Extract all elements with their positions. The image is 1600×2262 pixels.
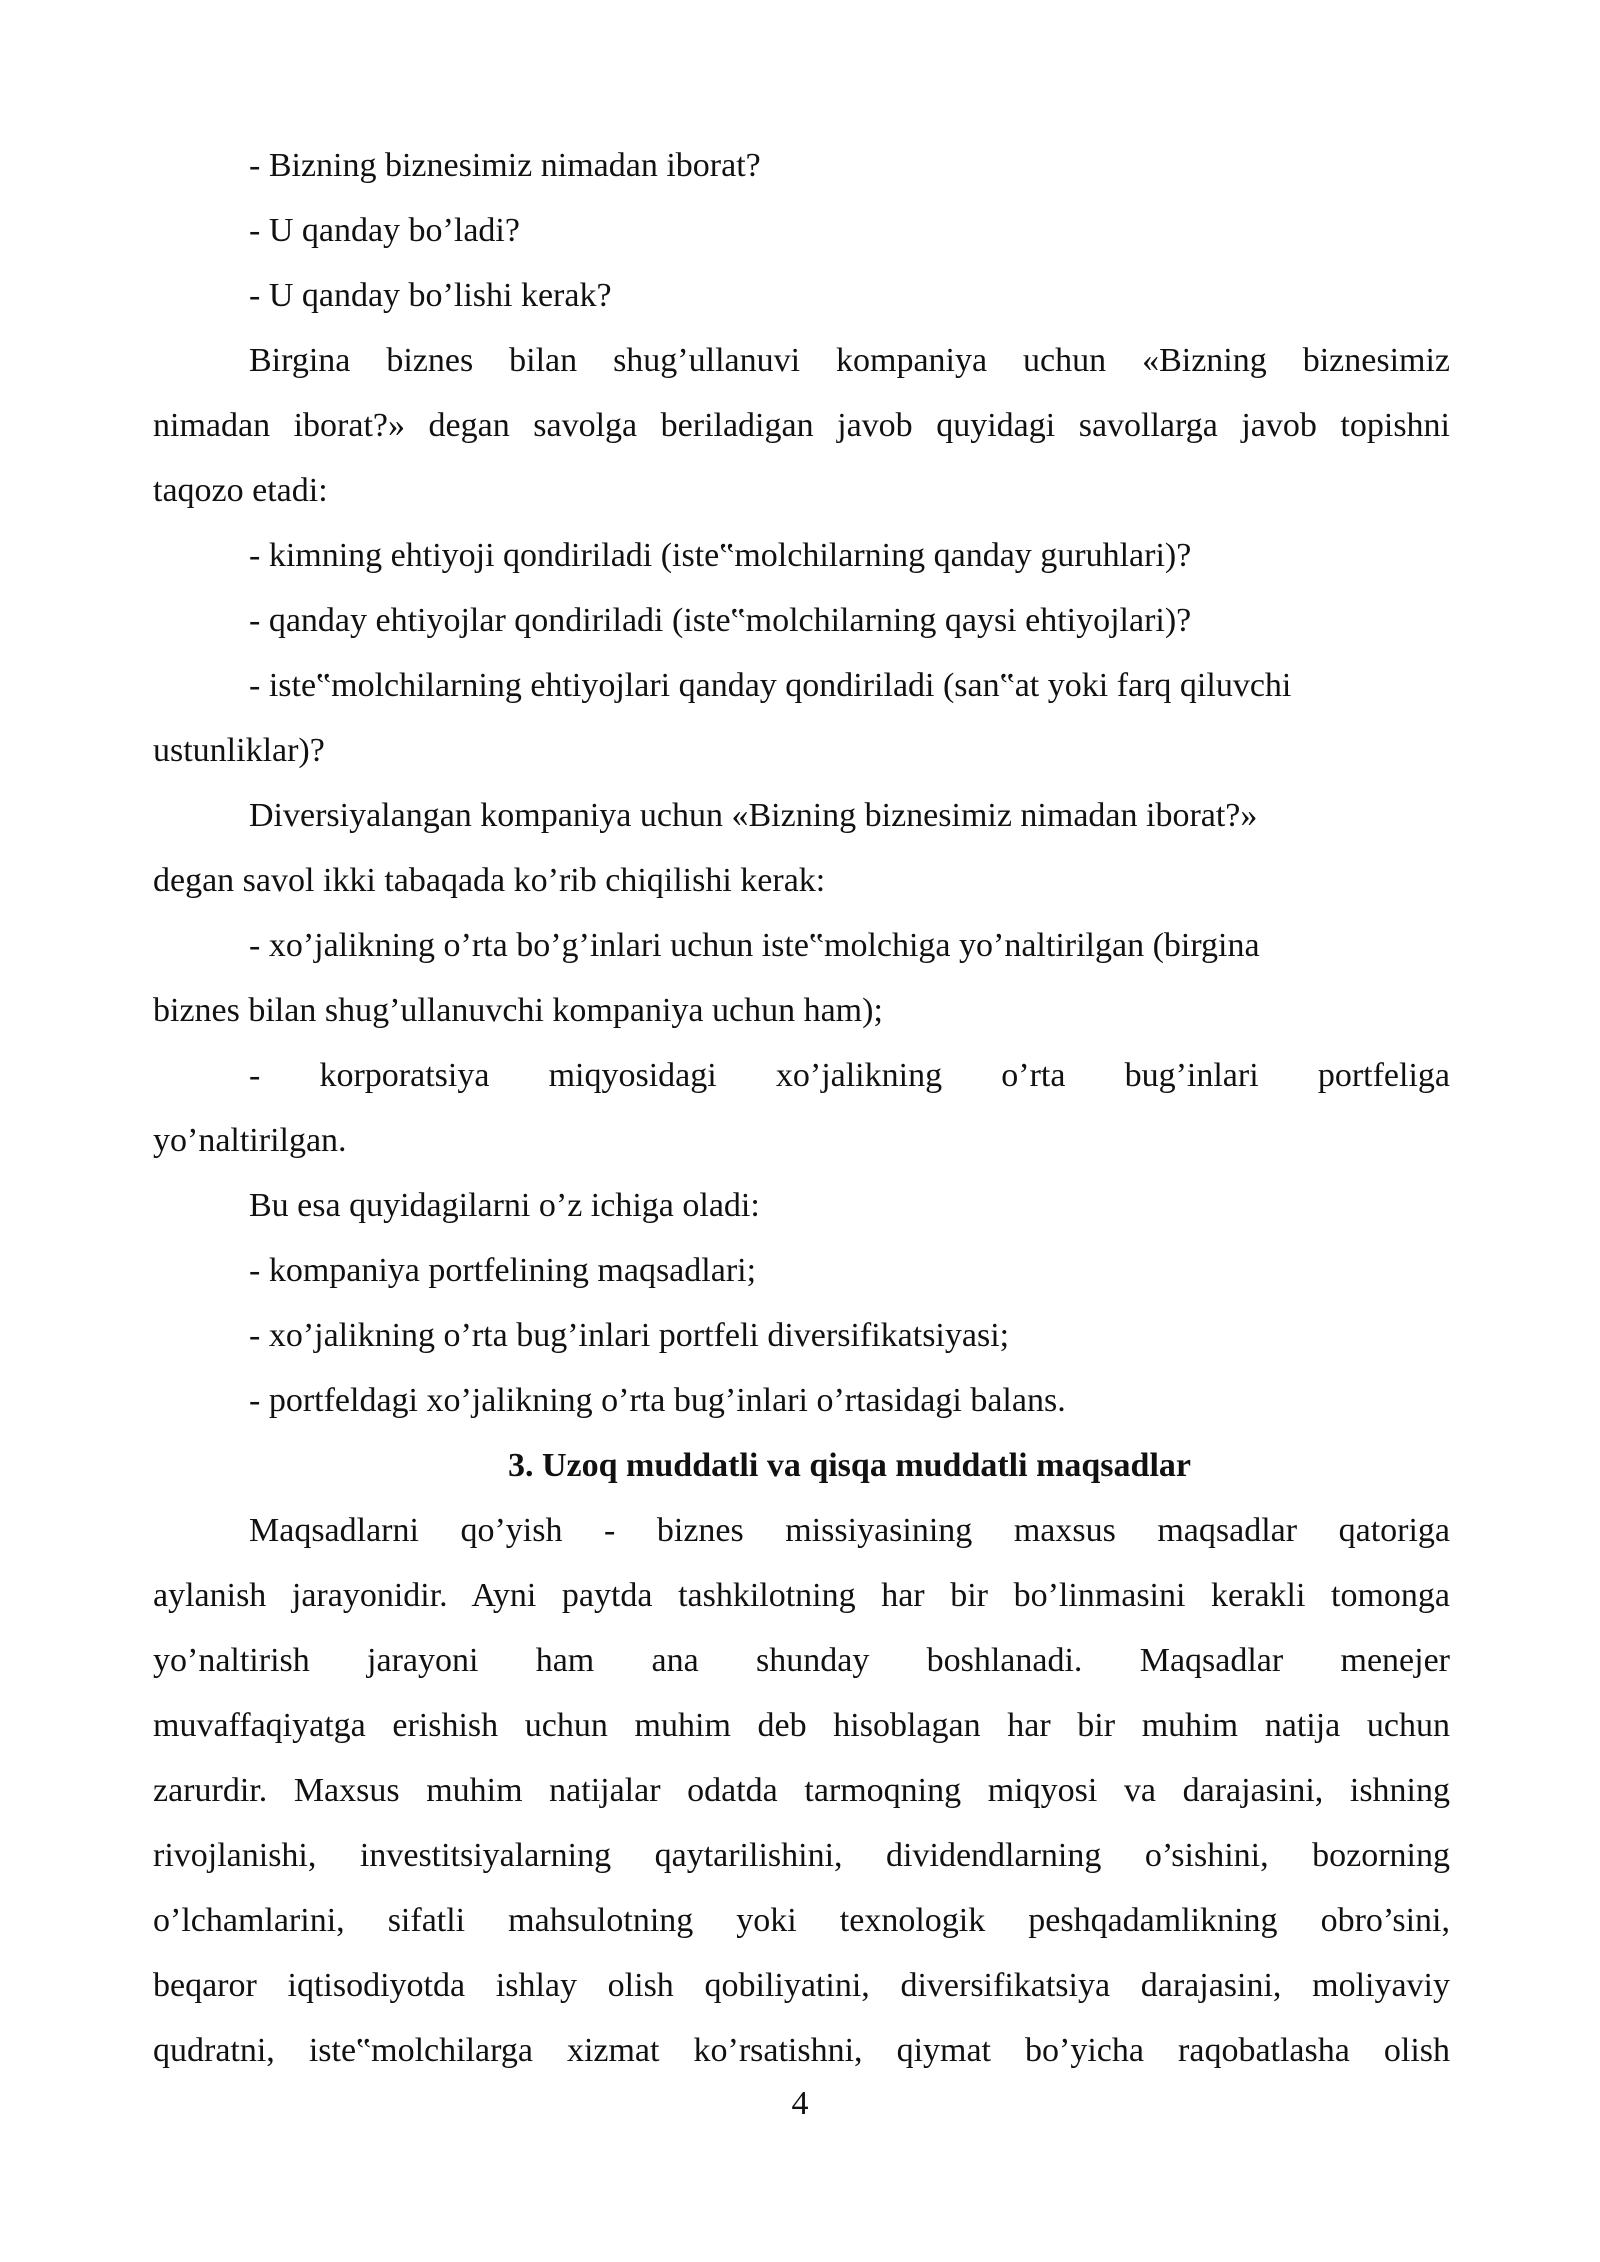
text-line: - xo’jalikning o’rta bo’g’inlari uchun iste‟molchiga yo’naltirilgan (birgina xyxy=(249,927,1260,964)
text-line: yo’naltirish jarayoni ham ana shunday boshlanadi. Maqsadlar menejer xyxy=(153,1642,1450,1679)
text-line: ustunliklar)? xyxy=(153,732,325,769)
text-line: - portfeldagi xo’jalikning o’rta bug’inlari o’rtasidagi balans. xyxy=(249,1382,1066,1419)
text-line: yo’naltirilgan. xyxy=(153,1122,347,1159)
text-line: - Bizning biznesimiz nimadan iborat? xyxy=(249,147,761,184)
page-number: 4 xyxy=(791,2085,809,2122)
section-heading: 3. Uzoq muddatli va qisqa muddatli maqsadlar xyxy=(508,1447,1191,1484)
text-line: taqozo etadi: xyxy=(153,472,328,509)
text-line: - xo’jalikning o’rta bug’inlari portfeli diversifikatsiyasi; xyxy=(249,1317,1010,1354)
text-line: - korporatsiya miqyosidagi xo’jalikning o’rta bug’inlari portfeliga xyxy=(249,1057,1450,1094)
text-line: zarurdir. Maxsus muhim natijalar odatda tarmoqning miqyosi va darajasini, ishning xyxy=(153,1772,1450,1809)
text-line: - kompaniya portfelining maqsadlari; xyxy=(249,1252,757,1289)
text-line: rivojlanishi, investitsiyalarning qaytarilishini, dividendlarning o’sishini, bozorning xyxy=(153,1837,1450,1874)
text-line: Bu esa quyidagilarni o’z ichiga oladi: xyxy=(249,1187,760,1224)
text-line: Birgina biznes bilan shug’ullanuvi kompaniya uchun «Bizning biznesimiz xyxy=(249,342,1450,379)
text-line: Diversiyalangan kompaniya uchun «Bizning biznesimiz nimadan iborat?» xyxy=(249,797,1258,834)
text-line: - U qanday bo’ladi? xyxy=(249,212,520,249)
text-line: - U qanday bo’lishi kerak? xyxy=(249,277,612,314)
text-line: Maqsadlarni qo’yish - biznes missiyasining maxsus maqsadlar qatoriga xyxy=(249,1512,1450,1549)
text-line: muvaffaqiyatga erishish uchun muhim deb hisoblagan har bir muhim natija uchun xyxy=(153,1707,1450,1744)
text-line: degan savol ikki tabaqada ko’rib chiqilishi kerak: xyxy=(153,862,826,899)
text-line: aylanish jarayonidir. Ayni paytda tashkilotning har bir bo’linmasini kerakli tomonga xyxy=(153,1577,1450,1614)
text-line: biznes bilan shug’ullanuvchi kompaniya uchun ham); xyxy=(153,992,883,1029)
text-line: nimadan iborat?» degan savolga beriladigan javob quyidagi savollarga javob topishni xyxy=(153,407,1450,444)
text-line: - qanday ehtiyojlar qondiriladi (iste‟molchilarning qaysi ehtiyojlari)? xyxy=(249,602,1192,639)
text-line: beqaror iqtisodiyotda ishlay olish qobiliyatini, diversifikatsiya darajasini, moliyaviy xyxy=(153,1967,1450,2004)
text-line: - kimning ehtiyoji qondiriladi (iste‟molchilarning qanday guruhlari)? xyxy=(249,537,1192,574)
text-line: o’lchamlarini, sifatli mahsulotning yoki texnologik peshqadamlikning obro’sini, xyxy=(153,1902,1450,1939)
text-line: - iste‟molchilarning ehtiyojlari qanday qondiriladi (san‟at yoki farq qiluvchi xyxy=(249,667,1292,704)
text-line: qudratni, iste‟molchilarga xizmat ko’rsatishni, qiymat bo’yicha raqobatlasha olish xyxy=(153,2032,1450,2069)
